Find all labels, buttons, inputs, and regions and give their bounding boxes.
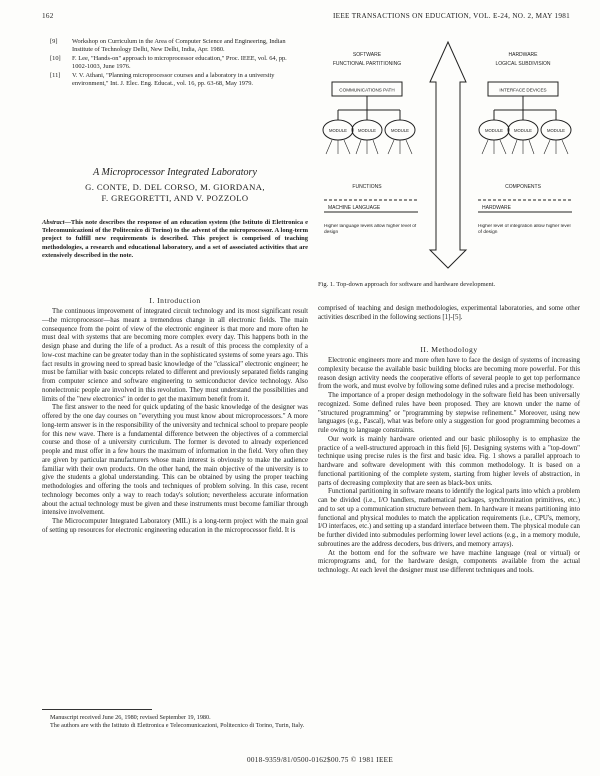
paragraph: Functional partitioning in software means to identify the logical parts into which a problem can be divided (i.e., I/O handlers, mathematical packages, synchronization primitives, etc.) and to set up a communication structure between them. In hardware it means partitioning into functional and physical modules to match the application requirements (i.e., CPU's, memory, I/O interfaces, etc.) and setting up a standard interface between them. The physical module can be further divided into submodules performing lower level actions (e.g., in a memory module, subroutines are the address decoders, bus drivers, and memory arrays). — [318, 488, 580, 548]
module-label: MODULE — [329, 128, 347, 133]
author-line: G. CONTE, D. DEL CORSO, M. GIORDANA, — [85, 182, 265, 192]
figure-label: COMMUNICATIONS PATH — [339, 87, 395, 93]
figure-label: INTERFACE DEVICES — [499, 87, 547, 93]
figure-label: HARDWARE — [482, 205, 511, 211]
reference-text: Workshop on Curriculum in the Area of Computer Science and Engineering, Indian Institute of Technology Delhi, New Delhi, India, Apr. 1980. — [72, 38, 286, 53]
module-label: MODULE — [485, 128, 503, 133]
module-label: MODULE — [391, 128, 409, 133]
running-header — [42, 12, 570, 24]
figure-1 — [318, 38, 578, 273]
paragraph: The importance of a proper design methodology in the software field has been universally recognized. Some defined rules have been proposed. They are known under the name of "structured programming" or "programming by stepwise refinement." Moreover, using new languages (e.g., Pascal), what was before only a suggestion for good programming becomes a rule owing to language constraints. — [318, 392, 580, 434]
figure-label: HARDWARE — [508, 52, 538, 58]
author-line: F. GREGORETTI, AND V. POZZOLO — [101, 193, 249, 203]
footnote-rule — [42, 709, 152, 710]
article-title: A Microprocessor Integrated Laboratory — [93, 167, 257, 178]
abstract-label: Abstract — [42, 219, 65, 226]
figure-note: Higher language levels allow higher level of design — [324, 224, 417, 235]
section-body — [318, 305, 580, 323]
section-body — [318, 357, 580, 576]
footnote-line: Manuscript received June 26, 1980; revised September 19, 1980. — [50, 714, 211, 721]
abstract-text: —This note describes the response of an education system (the Istituto di Elettronica e Telecomunicazioni of the Politecnico di Torino) to the advent of the microprocessor. A long-term project to fulfill new requirements is described. This project is comprised of teaching methodologies, a research and educational laboratory, and a set of associated activities that are extensively described in the note. — [42, 219, 308, 259]
copyright-line: 0018-9359/81/0500-0162$00.75 © 1981 IEEE — [246, 756, 394, 764]
module-label: MODULE — [547, 128, 565, 133]
paragraph: Electronic engineers more and more often have to face the design of systems of increasing complexity because the available basic building blocks are becoming more powerful. For this reason design activity needs the cooperative efforts of several people to get top performance from the work, and must evolve by following some defined rules and a precise methodology. — [318, 357, 580, 391]
paragraph: The Microcomputer Integrated Laboratory (MIL) is a long-term project with the main goal of setting up resources for electronic engineering education in the microprocessor field. It is — [42, 518, 308, 534]
module-label: MODULE — [514, 128, 532, 133]
figure-label: MACHINE LANGUAGE — [328, 205, 381, 211]
reference-text: F. Lee, "Hands-on" approach to microprocessor education," Proc. IEEE, vol. 64, pp. 1002-1003, June 1976. — [72, 55, 287, 70]
paragraph: Our work is mainly hardware oriented and our basic philosophy is to emphasize the practice of a well-structured approach in this field [6]. Designing systems with a "top-down" technique using precise rules is the first and basic idea. Fig. 1 shows a parallel approach to hardware and software development with this common methodology. It is based on a functional partitioning of the complete system, starting from higher levels of abstraction, in parts of decreasing complexity that are seen as black-box units. — [318, 435, 580, 487]
figure-caption: Fig. 1. Top-down approach for software and hardware development. — [318, 281, 496, 288]
footnote — [42, 714, 308, 729]
center-double-arrow — [430, 42, 466, 268]
reference-item — [50, 55, 300, 71]
module-label: MODULE — [358, 128, 376, 133]
paragraph: At the bottom end for the software we have machine language (real or virtual) or microprograms and, for the hardware design, components available from the actual technology. At each level the designer must use different techniques and tools. — [318, 549, 580, 574]
journal-title: IEEE TRANSACTIONS ON EDUCATION, VOL. E-24, NO. 2, MAY 1981 — [332, 12, 570, 20]
figure-label: FUNCTIONS — [352, 184, 382, 190]
page-number: 162 — [42, 12, 54, 20]
top-down-diagram — [318, 38, 578, 273]
figure-label: LOGICAL SUBDIVISION — [495, 61, 551, 67]
section-heading: II. Methodology — [420, 345, 478, 354]
section-body — [42, 308, 308, 536]
reference-text: V. V. Athani, "Planning microprocessor courses and a laboratory in a university environment," Int. J. Elec. Eng. Educat., vol. 16, pp. 63-68, May 1979. — [72, 72, 275, 87]
reference-item — [50, 38, 300, 54]
figure-label: COMPONENTS — [505, 184, 541, 190]
reference-item — [50, 72, 300, 88]
abstract — [42, 219, 308, 260]
paragraph: The first answer to the need for quick updating of the basic knowledge of the designer was offered by the one day courses on "everything you must know about microprocessors." A more long-term answer is in the responsibility of the university and technical school to prepare people for this new wave. There is a fundamental difference between the objectives of a commercial course and those of a university curriculum. The former is devoted to already experienced people and must offer in a few hours the maximum of information in the field. Very often they are given by particular manufacturers whose main interest is obviously to make the audience familiar with their own products. On the other hand, the main objective of the university is to give the students a global understanding. This can be obtained by using the proper teaching methodologies and offering the tools and techniques of problem solving. In this case, recent technology becomes only a way to reach today's solution; nevertheless accurate information about the actual technology must be given and these instruments must become familiar through intensive involvement. — [42, 404, 308, 517]
paragraph: comprised of teaching and design methodologies, experimental laboratories, and some other activities described in the following sections [1]-[5]. — [318, 305, 580, 321]
figure-label: FUNCTIONAL PARTITIONING — [332, 61, 402, 67]
footnote-line: The authors are with the Istituto di Elettronica e Telecomunicazioni, Politecnico di Torino, Turin, Italy. — [50, 721, 305, 729]
reference-number: [9] — [50, 38, 58, 45]
reference-list — [50, 38, 300, 89]
section-heading: I. Introduction — [149, 296, 201, 305]
reference-number: [10] — [50, 55, 61, 62]
reference-number: [11] — [50, 72, 61, 79]
figure-label: SOFTWARE — [352, 52, 382, 58]
paragraph: The continuous improvement of integrated circuit technology and its most significant result—the microprocessor—has meant a tremendous change in all electronic fields. The main consequence from the point of view of the electronic engineer is that more and more often he must deal with systems that are becoming more complex every day. This happens both in the design phase and during the life of a product. As a result of this process the complexity of a low-cost machine can be greater today than in the sophisticated systems of some years ago. This fact results in growing need to spread basic knowledge of the "classical" electronic engineer; he must be familiar with basic concepts related to different and previously separated fields ranging from computer science and software engineering to semiconductor device technology. Also nonelectronic people are involved in this revolution. They must understand the possibilities and limits of the "new electronics" in order to get the maximum benefit from it. — [42, 308, 308, 403]
figure-note: Higher level of integration allow higher level of design — [478, 224, 571, 235]
